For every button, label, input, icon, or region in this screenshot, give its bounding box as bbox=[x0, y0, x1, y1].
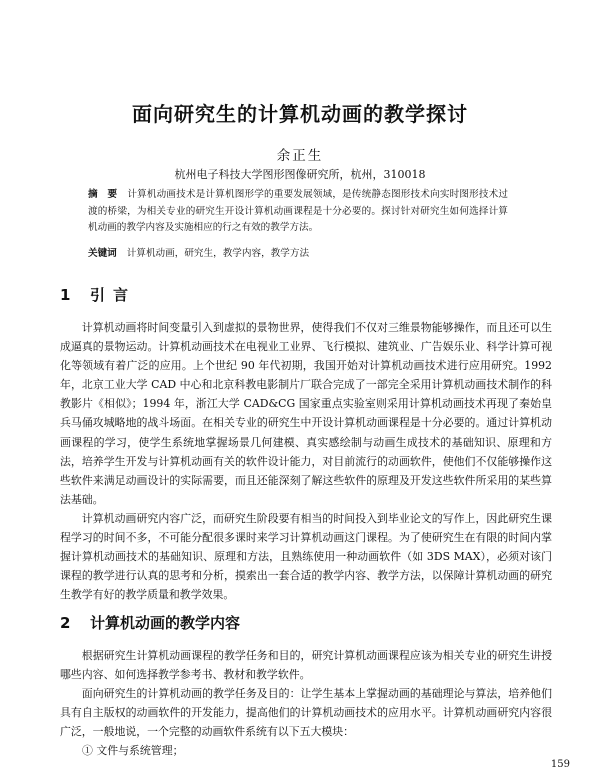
list-item: ① 文件与系统管理； bbox=[82, 744, 184, 758]
section-heading-introduction bbox=[60, 284, 136, 305]
abstract bbox=[88, 187, 508, 237]
author-name: 余正生 bbox=[276, 148, 324, 164]
abstract-label: 摘 要 bbox=[88, 189, 118, 200]
page-number: 159 bbox=[550, 759, 570, 770]
paragraph: 计算机动画将时间变量引入到虚拟的景物世界，使得我们不仅对三维景物能够操作，而且还可以生成逼真的景物运动。计算机动画技术在电视业工业界、飞行模拟、建筑业、广告娱乐业、科学计算可视化等领域有着广泛的应用。上个世纪 90 年代初期，我国开始对计算机动画技术进行应用研究。1992 年，北京工业大学 CAD 中心和北京科教电影制片厂联合完成了一部完全采用计算机动画技术制作的科教影片《相似》；1994 年，浙江大学 CAD&CG 国家重点实验室则采用计算机动画技术再现了秦始皇兵马俑攻城略地的战斗场面。在相关专业的研究生中开设计算机动画课程是十分必要的。通过计算机动画课程的学习，使学生系统地掌握场景几何建模、真实感绘制与动画生成技术的基础知识、原理和方法，培养学生开发与计算机动画有关的软件设计能力，对目前流行的动画软件，使他们不仅能够操作这些软件来满足动画设计的实际需要，而且还能深刻了解这些软件的原理及开发这些软件所采用的某些算法基础。 bbox=[60, 321, 552, 506]
abstract-text: 计算机动画技术是计算机图形学的重要发展领域，是传统静态图形技术向实时图形技术过渡的桥梁，为相关专业的研究生开设计算机动画课程是十分必要的。探讨针对研究生如何选择计算机动画的教学内容及实施相应的行之有效的教学方法。 bbox=[88, 189, 509, 233]
author-affiliation: 杭州电子科技大学图形图像研究所，杭州，310018 bbox=[174, 168, 426, 181]
paragraph: 根据研究生计算机动画课程的教学任务和目的，研究计算机动画课程应该为相关专业的研究生讲授哪些内容、如何选择教学参考书、教材和教学软件。 bbox=[60, 649, 552, 682]
paragraph: 面向研究生的计算机动画的教学任务及目的：让学生基本上掌握动画的基础理论与算法，培养他们具有自主版权的动画软件的开发能力，提高他们的计算机动画技术的应用水平。计算机动画研究内容很广泛，一般地说，一个完整的动画软件系统有以下五大模块： bbox=[60, 687, 552, 739]
section-heading-teaching-content bbox=[60, 612, 240, 633]
section-number: 2 bbox=[60, 614, 71, 632]
keywords-label: 关键词 bbox=[88, 248, 117, 259]
keywords bbox=[88, 246, 508, 262]
section-2-body bbox=[60, 646, 552, 761]
section-title: 计算机动画的教学内容 bbox=[90, 614, 241, 632]
paper-title: 面向研究生的计算机动画的教学探讨 bbox=[132, 102, 468, 126]
keywords-text: 计算机动画，研究生，教学内容，教学方法 bbox=[126, 248, 310, 259]
section-number: 1 bbox=[60, 286, 71, 304]
section-1-body bbox=[60, 318, 552, 604]
paragraph: 计算机动画研究内容广泛，而研究生阶段要有相当的时间投入到毕业论文的写作上，因此研究生课程学习的时间不多，不可能分配很多课时来学习计算机动画这门课程。为了使研究生在有限的时间内掌握计算机动画技术的基础知识、原理和方法，且熟练使用一种动画软件（如 3DS MAX），必须对该门课程的教学进行认真的思考和分析，摸索出一套合适的教学内容、教学方法，以保障计算机动画的研究生教学有好的教学质量和教学效果。 bbox=[60, 511, 552, 602]
section-title: 引言 bbox=[90, 286, 137, 304]
